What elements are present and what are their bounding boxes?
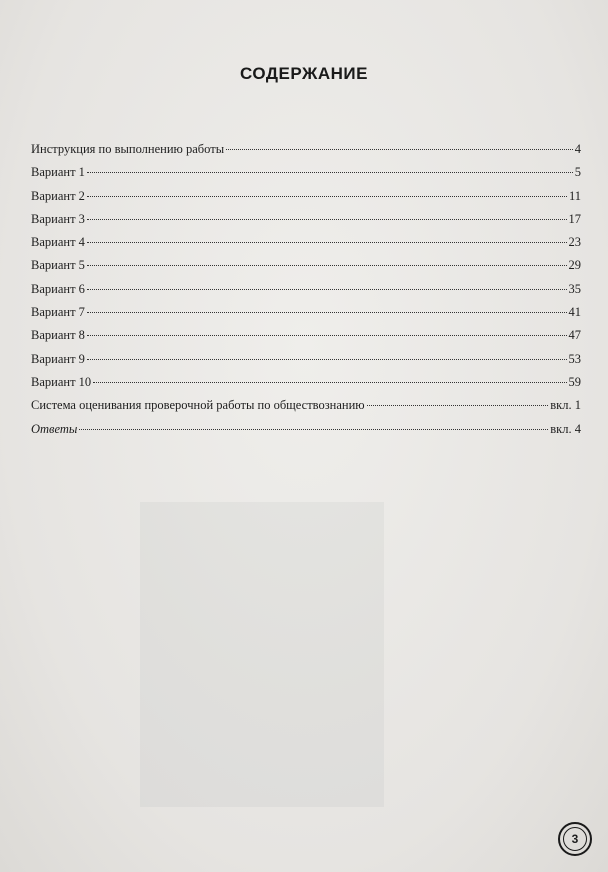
toc-entry	[31, 301, 581, 324]
toc-entry-label: Вариант 4	[31, 235, 85, 250]
toc-entry-label: Вариант 10	[31, 374, 92, 389]
toc-entry-page: 35	[568, 281, 581, 296]
toc-entry	[31, 208, 581, 231]
toc-leader-dots	[87, 311, 567, 313]
toc-entry	[31, 418, 581, 441]
toc-entry	[31, 161, 581, 184]
toc-entry	[31, 138, 581, 161]
toc-entry-label: Вариант 2	[31, 188, 85, 203]
toc-leader-dots	[87, 358, 567, 360]
bleed-through-image	[140, 502, 384, 807]
toc-entry-label: Вариант 1	[31, 165, 85, 180]
toc-entry-page: 47	[568, 328, 581, 343]
toc-entry-label: Вариант 6	[31, 281, 85, 296]
toc-entry-page: 59	[568, 374, 581, 389]
toc-leader-dots	[93, 381, 566, 383]
table-of-contents	[31, 138, 581, 441]
toc-entry-label: Инструкция по выполнению работы	[31, 142, 225, 156]
toc-leader-dots	[87, 171, 573, 173]
toc-entry-page: 4	[574, 142, 581, 156]
toc-entry-page: вкл. 1	[550, 398, 581, 413]
toc-entry-label: Вариант 7	[31, 305, 85, 320]
toc-entry-page: 53	[568, 351, 581, 366]
toc-entry-page: 11	[568, 188, 581, 203]
toc-leader-dots	[226, 148, 573, 150]
toc-entry-label: Вариант 9	[31, 351, 85, 366]
page-title: СОДЕРЖАНИЕ	[240, 64, 368, 83]
toc-leader-dots	[87, 334, 567, 336]
toc-entry	[31, 324, 581, 347]
toc-leader-dots	[367, 404, 549, 406]
toc-entry-page: 41	[568, 305, 581, 320]
toc-leader-dots	[79, 428, 548, 430]
toc-entry	[31, 231, 581, 254]
toc-leader-dots	[87, 264, 567, 266]
toc-entry	[31, 185, 581, 208]
page-number-badge	[558, 822, 592, 856]
toc-entry-page: 17	[568, 211, 581, 226]
toc-leader-dots	[87, 195, 567, 197]
toc-leader-dots	[87, 241, 567, 243]
toc-entry-label: Вариант 8	[31, 328, 85, 343]
toc-entry	[31, 394, 581, 417]
toc-entry	[31, 371, 581, 394]
toc-entry	[31, 278, 581, 301]
toc-entry-label: Ответы	[31, 421, 78, 436]
toc-entry	[31, 254, 581, 277]
toc-entry-page: 29	[568, 258, 581, 273]
toc-entry-page: 23	[568, 235, 581, 250]
toc-entry-page: вкл. 4	[550, 421, 581, 436]
toc-entry-label: Вариант 5	[31, 258, 85, 273]
toc-leader-dots	[87, 218, 567, 220]
toc-leader-dots	[87, 288, 567, 290]
toc-entry-label: Вариант 3	[31, 211, 85, 226]
page-number: 3	[563, 827, 587, 851]
toc-entry-page: 5	[574, 165, 581, 180]
toc-entry	[31, 348, 581, 371]
toc-entry-label: Система оценивания проверочной работы по обществознанию	[31, 398, 365, 413]
